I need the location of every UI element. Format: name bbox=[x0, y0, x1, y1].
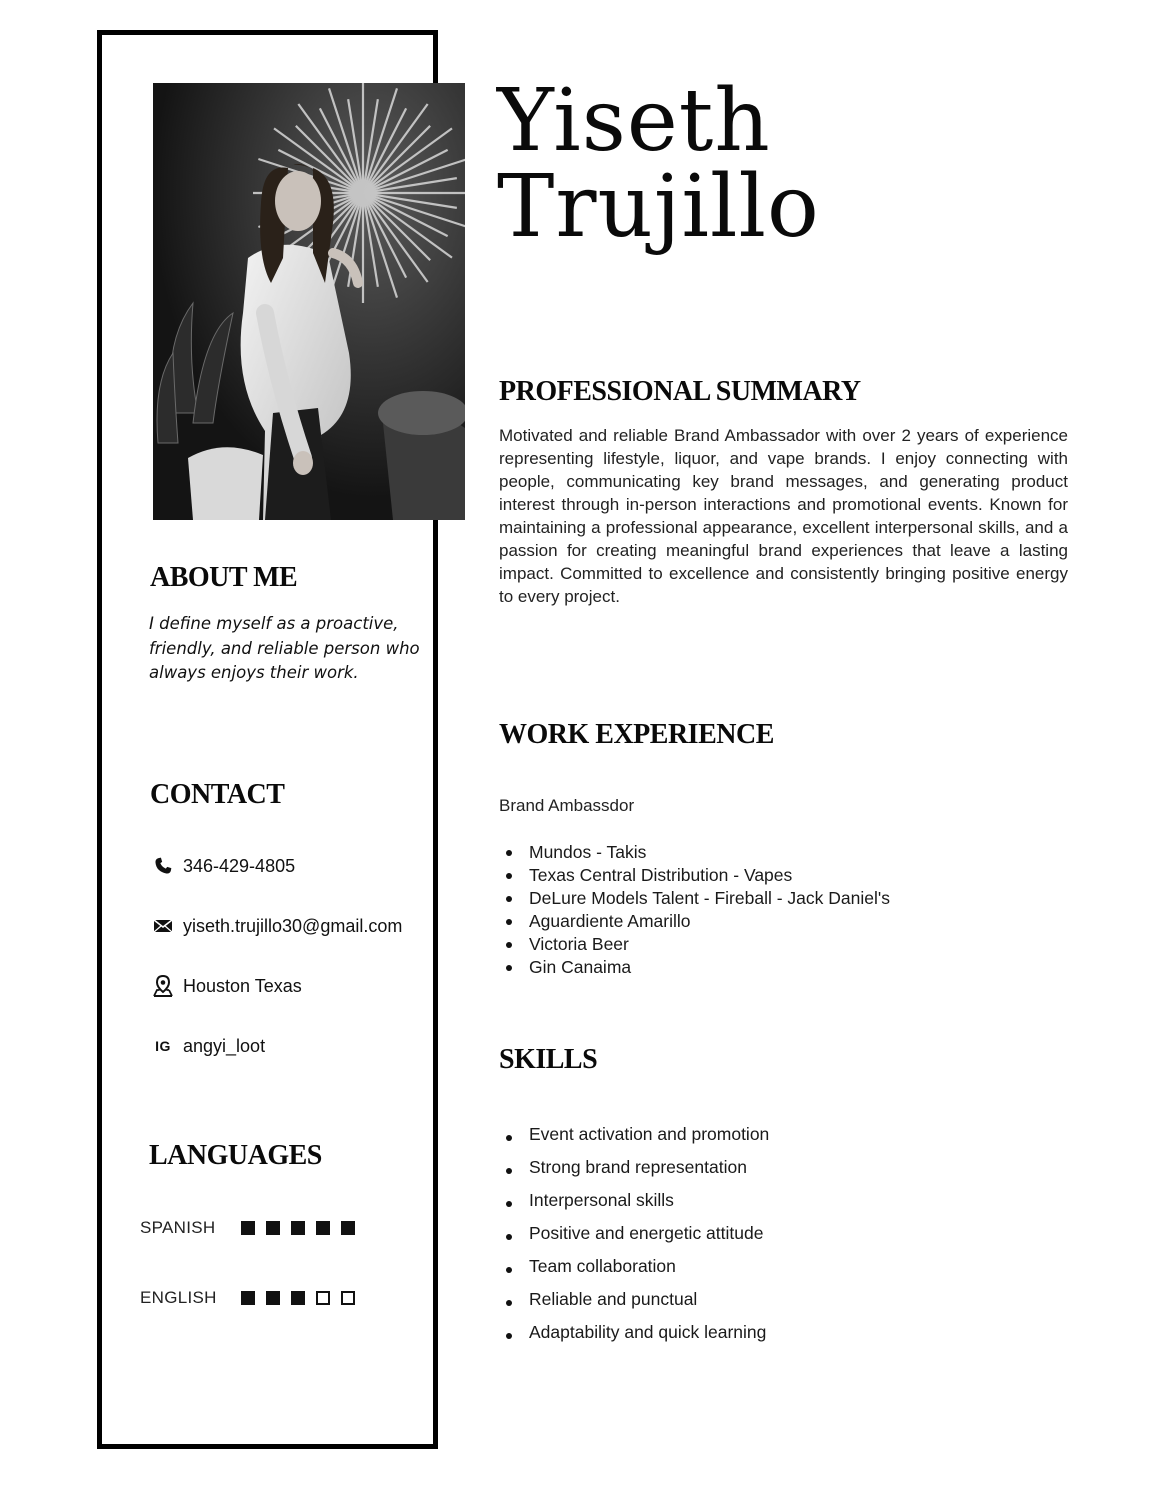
level-square-filled bbox=[291, 1291, 305, 1305]
level-square-empty bbox=[341, 1291, 355, 1305]
person-name bbox=[497, 71, 820, 257]
level-square-filled bbox=[241, 1291, 255, 1305]
list-item: Aguardiente Amarillo bbox=[499, 910, 890, 933]
language-level-english bbox=[241, 1291, 366, 1305]
list-item: Team collaboration bbox=[499, 1253, 769, 1286]
summary-heading: PROFESSIONAL SUMMARY bbox=[499, 376, 861, 407]
languages-heading: LANGUAGES bbox=[149, 1140, 322, 1171]
profile-photo bbox=[153, 83, 465, 520]
work-list bbox=[499, 841, 890, 979]
language-name: SPANISH bbox=[140, 1218, 216, 1237]
level-square-filled bbox=[241, 1221, 255, 1235]
email-address[interactable]: yiseth.trujillo30@gmail.com bbox=[183, 915, 403, 936]
skills-heading: SKILLS bbox=[499, 1044, 598, 1075]
skills-list bbox=[499, 1121, 769, 1352]
language-name: ENGLISH bbox=[140, 1288, 217, 1307]
list-item: Event activation and promotion bbox=[499, 1121, 769, 1154]
phone-number[interactable]: 346-429-4805 bbox=[183, 855, 296, 876]
list-item: DeLure Models Talent - Fireball - Jack Daniel's bbox=[499, 887, 890, 910]
list-item: Victoria Beer bbox=[499, 933, 890, 956]
list-item: Positive and energetic attitude bbox=[499, 1220, 769, 1253]
instagram-text-icon: IG bbox=[155, 1038, 171, 1054]
level-square-filled bbox=[266, 1291, 280, 1305]
about-heading: ABOUT ME bbox=[150, 562, 298, 593]
level-square-filled bbox=[341, 1221, 355, 1235]
level-square-filled bbox=[266, 1221, 280, 1235]
last-name: Trujillo bbox=[497, 157, 820, 257]
list-item: Adaptability and quick learning bbox=[499, 1319, 769, 1352]
instagram-handle[interactable]: angyi_loot bbox=[183, 1035, 266, 1056]
language-level-spanish bbox=[241, 1221, 366, 1235]
about-text: I define myself as a proactive, friendly, and reliable person who always enjoys their work. bbox=[149, 614, 420, 682]
work-heading: WORK EXPERIENCE bbox=[499, 719, 774, 750]
list-item: Texas Central Distribution - Vapes bbox=[499, 864, 890, 887]
list-item: Gin Canaima bbox=[499, 956, 890, 979]
level-square-filled bbox=[291, 1221, 305, 1235]
contact-heading: CONTACT bbox=[150, 779, 285, 810]
list-item: Reliable and punctual bbox=[499, 1286, 769, 1319]
level-square-filled bbox=[316, 1221, 330, 1235]
summary-text: Motivated and reliable Brand Ambassador with over 2 years of experience representing lifestyle, liquor, and vape brands. I enjoy connecting with people, communicating key brand messages, and generating product interest through in-person interactions and promotional events. Known for maintaining a professional appearance, excellent interpersonal skills, and a passion for creating meaningful brand experiences that leave a lasting impact. Committed to excellence and consistently bringing positive energy to every project. bbox=[499, 426, 1068, 606]
contact-phone bbox=[150, 853, 295, 879]
list-item: Interpersonal skills bbox=[499, 1187, 769, 1220]
level-square-empty bbox=[316, 1291, 330, 1305]
list-item: Strong brand representation bbox=[499, 1154, 769, 1187]
language-row-spanish bbox=[140, 1218, 366, 1238]
first-name: Yiseth bbox=[497, 71, 771, 171]
envelope-icon bbox=[150, 913, 176, 939]
location-text: Houston Texas bbox=[183, 975, 302, 996]
list-item: Mundos - Takis bbox=[499, 841, 890, 864]
contact-email bbox=[150, 913, 402, 939]
phone-icon bbox=[150, 853, 176, 879]
language-row-english bbox=[140, 1288, 366, 1308]
contact-location bbox=[150, 973, 302, 999]
job-title: Brand Ambassdor bbox=[499, 796, 635, 815]
contact-instagram bbox=[150, 1033, 265, 1059]
map-pin-icon bbox=[150, 973, 176, 999]
